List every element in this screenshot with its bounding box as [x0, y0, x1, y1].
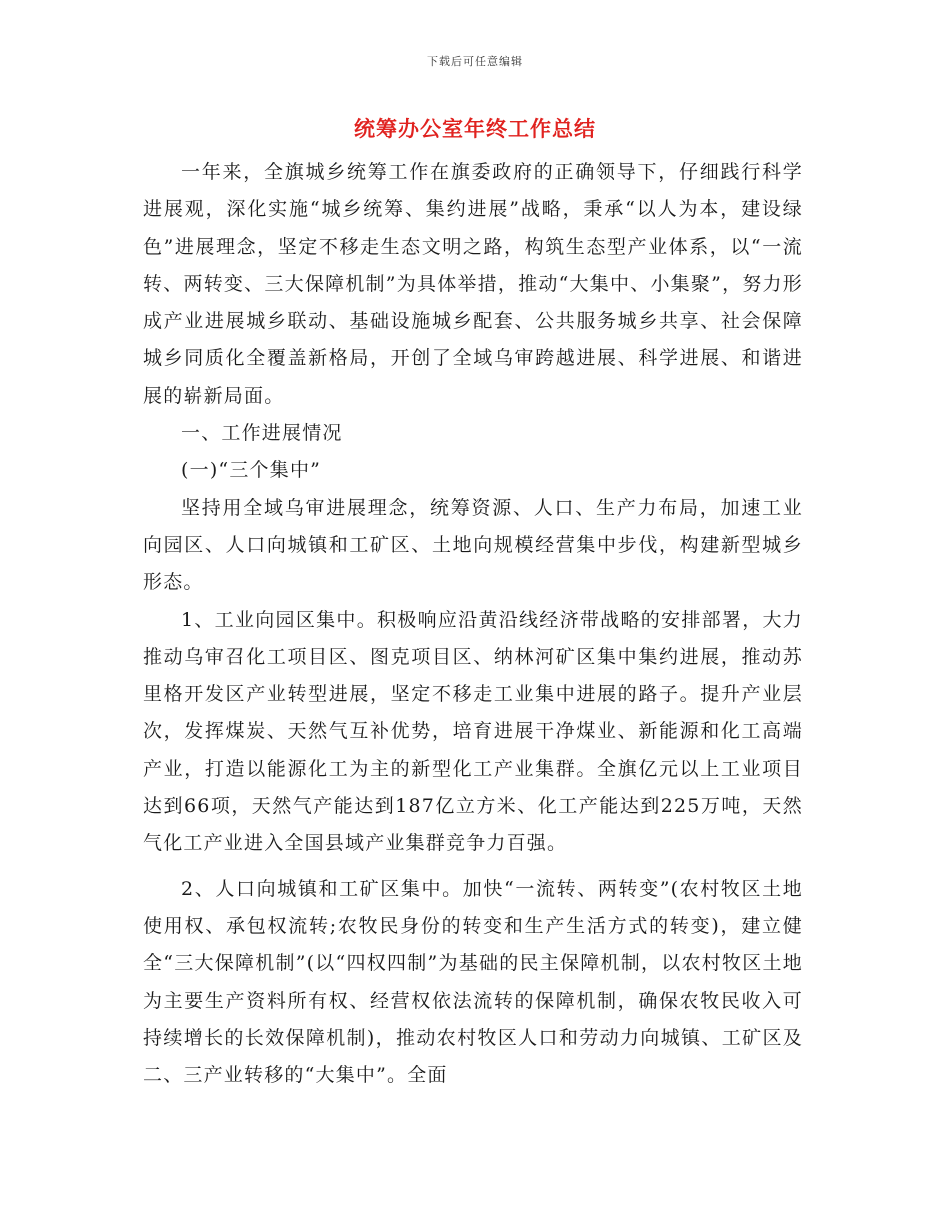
paragraph-overview: 坚持用全域乌审进展理念，统筹资源、人口、生产力布局，加速工业向园区、人口向城镇和工矿区、土地向规模经营集中步伐，构建新型城乡形态。	[143, 496, 803, 594]
subsection-heading: (一)“三个集中”	[181, 459, 322, 482]
paragraph-intro: 一年来，全旗城乡统筹工作在旗委政府的正确领导下，仔细践行科学进展观，深化实施“城乡统筹、集约进展”战略，秉承“以人为本，建设绿色”进展理念，坚定不移走生态文明之路，构筑生态型产业体系，以“一流转、两转变、三大保障机制”为具体举措，推动“大集中、小集聚”，努力形成产业进展城乡联动、基础设施城乡配套、公共服务城乡共享、社会保障城乡同质化全覆盖新格局，开创了全域乌审跨越进展、科学进展、和谐进展的崭新局面。	[143, 161, 803, 407]
section-heading: 一、工作进展情况	[181, 422, 343, 445]
document-body	[143, 154, 803, 1094]
document-title: 统筹办公室年终工作总结	[354, 116, 596, 141]
paragraph-population: 2、人口向城镇和工矿区集中。加快“一流转、两转变”(农村牧区土地使用权、承包权流转;农牧民身份的转变和生产生活方式的转变)，建立健全“三大保障机制”(以“四权四制”为基础的民主保障机制，以农村牧区土地为主要生产资料所有权、经营权依法流转的保障机制，确保农牧民收入可持续增长的长效保障机制)，推动农村牧区人口和劳动力向城镇、工矿区及二、三产业转移的“大集中”。全面	[143, 877, 803, 1087]
paragraph-industry: 1、工业向园区集中。积极响应沿黄沿线经济带战略的安排部署，大力推动乌审召化工项目区、图克项目区、纳林河矿区集中集约进展，推动苏里格开发区产业转型进展，坚定不移走工业集中进展的路子。提升产业层次，发挥煤炭、天然气互补优势，培育进展干净煤业、新能源和化工高端产业，打造以能源化工为主的新型化工产业集群。全旗亿元以上工业项目达到66项，天然气产能达到187亿立方米、化工产能达到225万吨，天然气化工产业进入全国县域产业集群竞争力百强。	[143, 608, 803, 855]
header-note: 下载后可任意编辑	[427, 55, 523, 68]
